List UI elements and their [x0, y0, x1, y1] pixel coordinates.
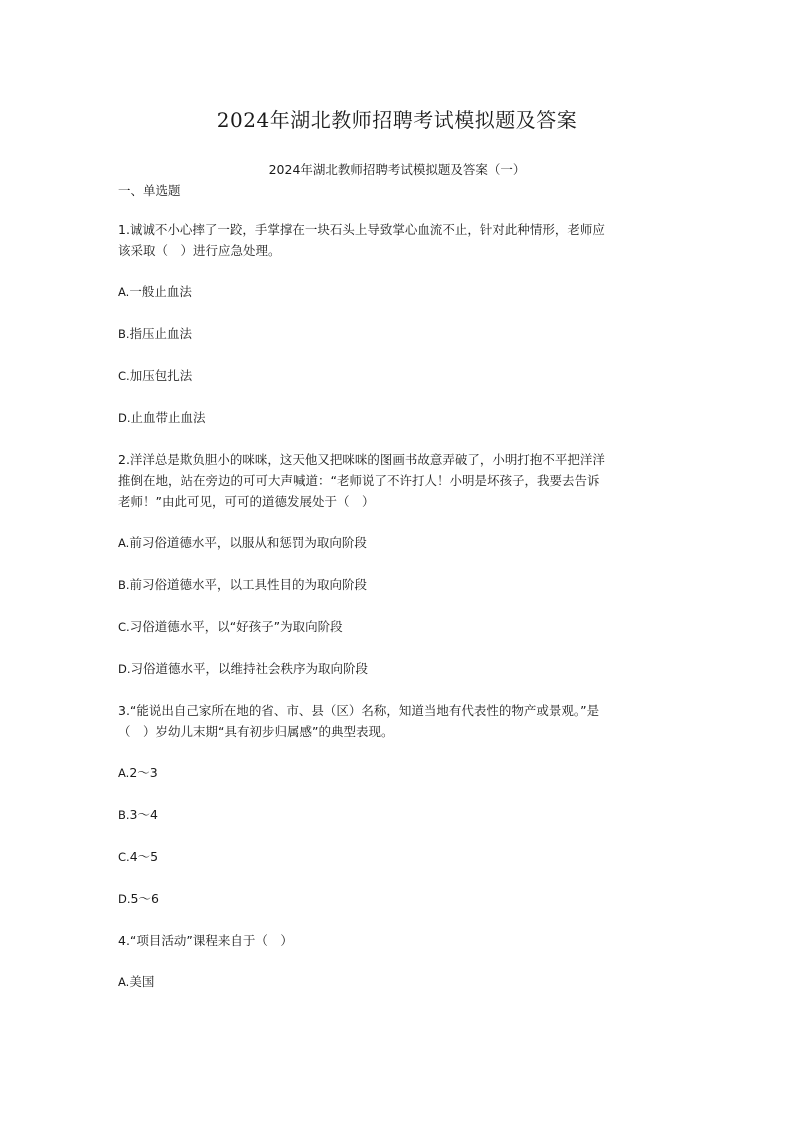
option-text: 习俗道德水平，以“好孩子”为取向阶段: [129, 619, 343, 634]
option-text: 2～3: [129, 765, 158, 780]
option-text: 美国: [129, 974, 155, 989]
section-heading: 一、单选题: [118, 183, 181, 198]
question-4-option-a: [118, 971, 684, 993]
question-3: 3.“能说出自己家所在地的省、市、县（区）名称，知道当地有代表性的物产或景观。”是 （ ）岁幼儿末期“具有初步归属感”的典型表现。: [118, 703, 600, 739]
option-letter: A.: [118, 285, 130, 299]
option-letter: C.: [118, 850, 130, 864]
question-1-option-d: [118, 407, 684, 429]
question-3-option-d: [118, 888, 684, 910]
option-text: 一般止血法: [129, 284, 192, 299]
question-2-option-c: [118, 616, 684, 638]
option-letter: A.: [118, 975, 130, 989]
option-letter: B.: [118, 327, 130, 341]
option-letter: A.: [118, 766, 130, 780]
document-subtitle: 2024年湖北教师招聘考试模拟题及答案（一）: [268, 162, 526, 177]
question-3-option-b: [118, 804, 684, 826]
option-text: 止血带止血法: [130, 410, 206, 425]
option-text: 4～5: [129, 849, 159, 864]
option-letter: A.: [118, 536, 130, 550]
option-letter: C.: [118, 620, 130, 634]
document-title: 2024年湖北教师招聘考试模拟题及答案: [216, 108, 578, 132]
option-letter: B.: [118, 578, 130, 592]
option-text: 5～6: [130, 891, 159, 906]
document-body: [118, 180, 684, 1013]
question-4: 4.“项目活动”课程来自于（ ）: [118, 933, 293, 948]
question-3-option-c: [118, 846, 684, 868]
option-letter: D.: [118, 892, 131, 906]
option-text: 指压止血法: [129, 326, 193, 341]
option-text: 习俗道德水平，以维持社会秩序为取向阶段: [130, 661, 369, 676]
question-3-option-a: [118, 762, 684, 784]
question-2: 2.洋洋总是欺负胆小的咪咪，这天他又把咪咪的图画书故意弄破了，小明打抱不平把洋洋 推倒在地，站在旁边的可可大声喊道：“老师说了不许打人！小明是坏孩子，我要去告诉 老师！”由此可见，可可的道德发展处于（ ）: [118, 452, 605, 509]
option-letter: D.: [118, 411, 131, 425]
question-1-option-b: [118, 323, 684, 345]
option-letter: D.: [118, 662, 131, 676]
question-1-option-c: [118, 365, 684, 387]
option-text: 前习俗道德水平，以工具性目的为取向阶段: [129, 577, 368, 592]
question-2-option-b: [118, 574, 684, 596]
option-letter: B.: [118, 808, 130, 822]
option-letter: C.: [118, 369, 130, 383]
option-text: 前习俗道德水平，以服从和惩罚为取向阶段: [129, 535, 367, 550]
question-2-option-a: [118, 532, 684, 554]
option-text: 加压包扎法: [129, 368, 193, 383]
question-1-option-a: [118, 281, 684, 303]
question-2-option-d: [118, 658, 684, 680]
question-1: 1.诚诚不小心摔了一跤，手掌撑在一块石头上导致掌心血流不止，针对此种情形，老师应 该采取（ ）进行应急处理。: [118, 222, 605, 258]
option-text: 3～4: [129, 807, 158, 822]
